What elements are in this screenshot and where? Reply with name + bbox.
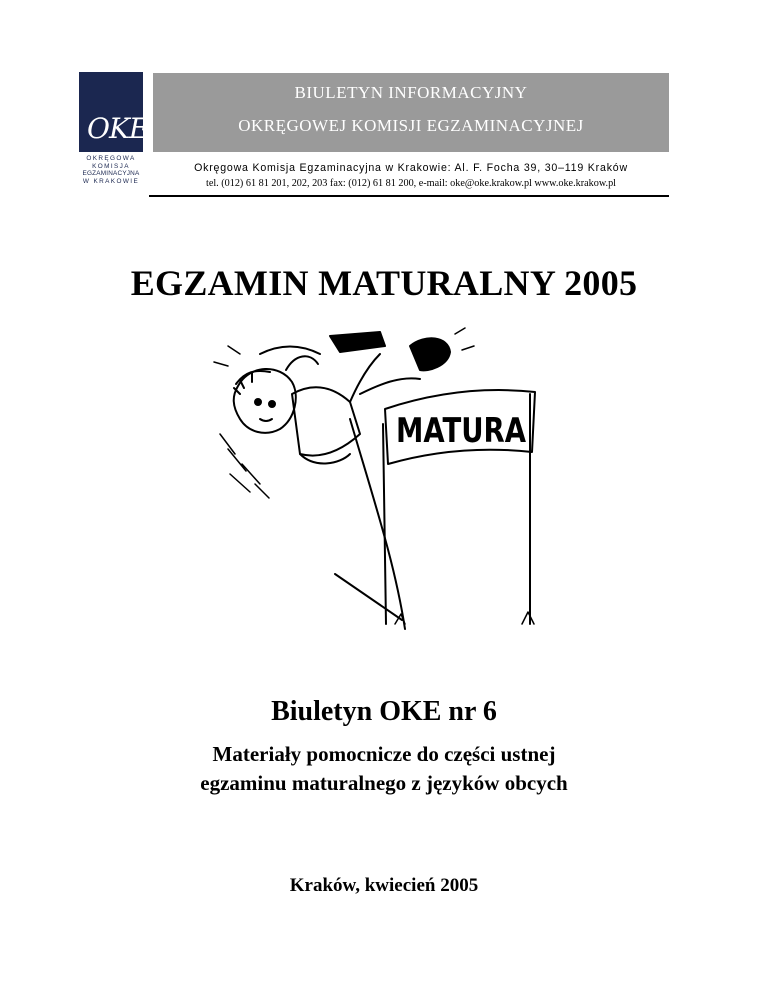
- place-date: Kraków, kwiecień 2005: [289, 875, 479, 896]
- shoe-left: [330, 332, 385, 352]
- athlete-legs: [350, 354, 420, 402]
- athlete-mouth: [260, 419, 272, 421]
- description-line: egzaminu maturalnego z języków obcych: [200, 771, 568, 795]
- athlete-eye: [255, 399, 261, 405]
- pole-left: [335, 574, 402, 620]
- logo-caption-line: W KRAKOWIE: [82, 177, 140, 185]
- pole-grip: [260, 347, 320, 371]
- logo-caption-line: KOMISJA: [92, 162, 130, 170]
- address-line: Okręgowa Komisja Egzaminacyjna w Krakowie: Al. F. Focha 39, 30–119 Kraków: [194, 162, 628, 174]
- header-banner: [153, 73, 669, 152]
- shoe-right: [410, 338, 450, 370]
- logo-emblem: [79, 72, 149, 152]
- logo-caption: [79, 155, 143, 185]
- bulletin-description: [0, 740, 768, 798]
- oke-logo: [79, 72, 149, 186]
- pole-middle: [383, 424, 386, 624]
- header-divider: [149, 195, 669, 197]
- banner-label: MATURA: [396, 411, 527, 451]
- banner-line-2: OKRĘGOWEJ KOMISJI EGZAMINACYJNEJ: [238, 116, 584, 135]
- page-title: EGZAMIN MATURALNY 2005: [130, 263, 638, 303]
- logo-caption-line: OKRĘGOWA: [86, 155, 136, 162]
- bulletin-number: Biuletyn OKE nr 6: [271, 696, 497, 727]
- banner-line-1: BIULETYN INFORMACYJNY: [294, 83, 528, 102]
- contact-line: tel. (012) 61 81 201, 202, 203 fax: (012) 61 81 200, e-mail: oke@oke.krakow.pl www.oke.krakow.pl: [205, 178, 616, 189]
- cartoon-illustration: [200, 324, 560, 644]
- description-line: Materiały pomocnicze do części ustnej: [212, 742, 556, 766]
- athlete-head: [234, 369, 296, 433]
- logo-caption-line: EGZAMINACYJNA: [82, 170, 140, 178]
- logo-mark: OKE: [87, 112, 149, 145]
- motion-lines: [220, 434, 269, 498]
- grass: [395, 612, 534, 624]
- athlete-eye: [269, 401, 275, 407]
